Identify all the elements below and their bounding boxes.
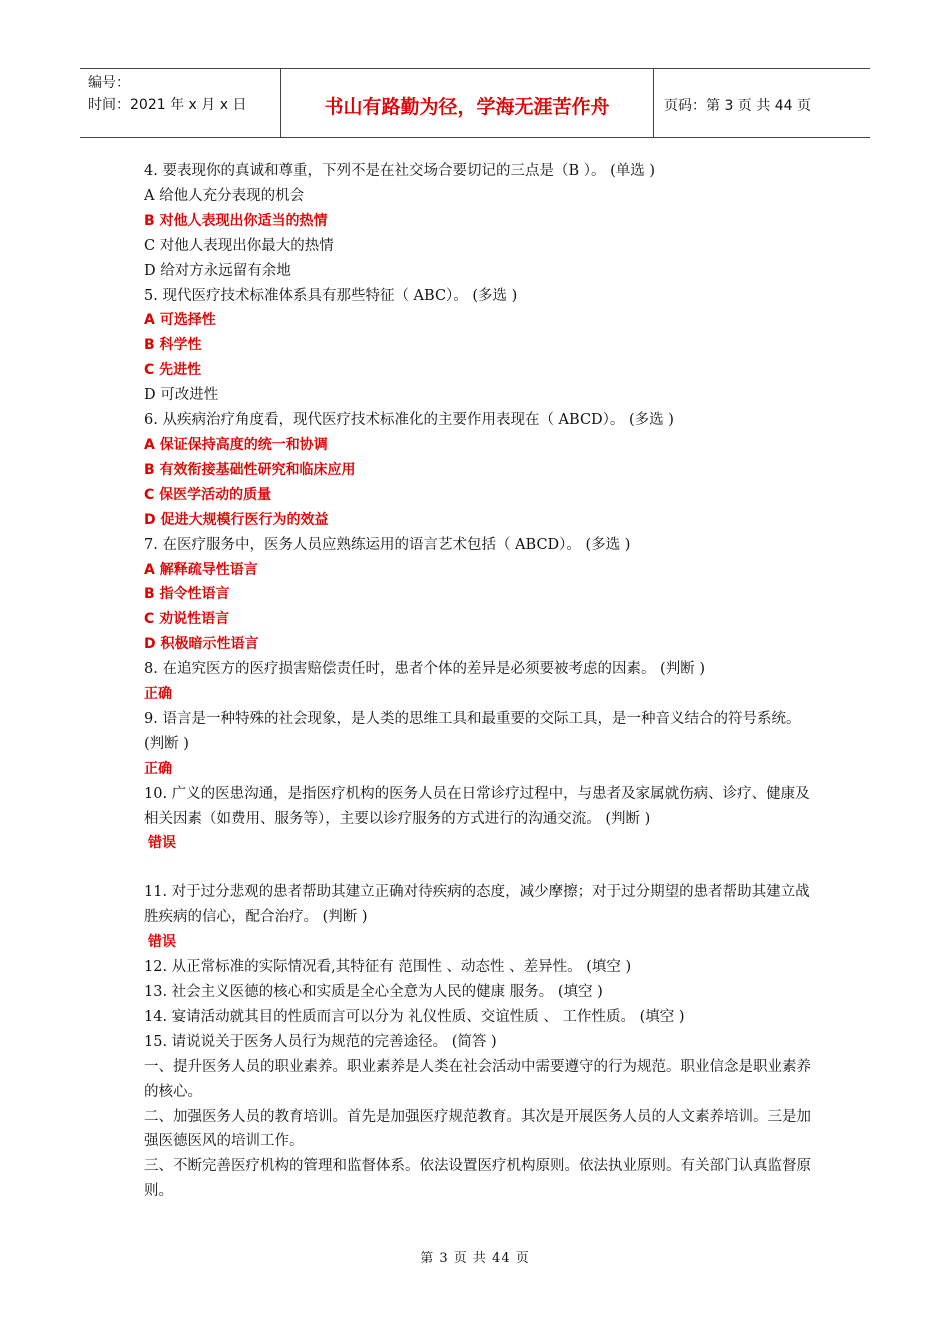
page-header (80, 68, 870, 138)
question-12: 12. 从正常标准的实际情况看,其特征有 范围性 、动态性 、差异性。 (填空 ) (144, 959, 632, 976)
option-c: C 对他人表现出你最大的热情 (144, 237, 334, 254)
answer-8: 正确 (144, 686, 172, 703)
answer-15-point-2: 二、加强医务人员的教育培训。首先是加强医疗规范教育。其次是开展医务人员的人文素养培训。三是加强医德医风的培训工作。 (144, 1108, 811, 1150)
question-6: 6. 从疾病治疗角度看，现代医疗技术标准化的主要作用表现在（ ABCD）。 (多选 ) (144, 412, 674, 429)
option-c-answer: C 先进性 (144, 362, 202, 379)
option-a-answer: A 保证保持高度的统一和协调 (144, 436, 328, 453)
option-d-answer: D 积极暗示性语言 (144, 636, 259, 653)
option-d: D 给对方永远留有余地 (144, 262, 291, 279)
page-footer: 第 3 页 共 44 页 (420, 1251, 530, 1266)
answer-11: 错误 (148, 934, 176, 951)
option-d: D 可改进性 (144, 387, 219, 404)
option-b-answer: B 指令性语言 (144, 586, 230, 603)
header-motto: 书山有路勤为径，学海无涯苦作舟 (281, 69, 654, 137)
answer-15-point-1: 一、提升医务人员的职业素养。职业素养是人类在社会活动中需要遵守的行为规范。职业信念是职业素养的核心。 (144, 1058, 811, 1100)
header-page-info: 页码：第 3 页 共 44 页 (664, 98, 811, 114)
header-meta (80, 69, 281, 137)
question-11: 11. 对于过分悲观的患者帮助其建立正确对待疾病的态度，减少摩擦；对于过分期望的患者帮助其建立战胜疾病的信心，配合治疗。 (判断 ) (144, 884, 810, 926)
option-c-answer: C 劝说性语言 (144, 611, 230, 628)
header-number-label: 编号： (88, 75, 130, 91)
question-7: 7. 在医疗服务中，医务人员应熟练运用的语言艺术包括（ ABCD）。 (多选 ) (144, 536, 631, 553)
option-a-answer: A 可选择性 (144, 312, 216, 329)
question-8: 8. 在追究医方的医疗损害赔偿责任时，患者个体的差异是必须要被考虑的因素。 (判断 ) (144, 661, 705, 678)
option-c-answer: C 保医学活动的质量 (144, 486, 272, 503)
option-b-answer: B 有效衔接基础性研究和临床应用 (144, 461, 356, 478)
answer-9: 正确 (144, 760, 172, 777)
header-date: 时间：2021 年 x 月 x 日 (88, 97, 247, 113)
option-a: A 给他人充分表现的机会 (144, 187, 305, 204)
answer-15-point-3: 三、不断完善医疗机构的管理和监督体系。依法设置医疗机构原则。依法执业原则。有关部门认真监督原则。 (144, 1158, 811, 1200)
question-4: 4. 要表现你的真诚和尊重，下列不是在社交场合要切记的三点是（B ）。 (单选 ) (144, 163, 655, 179)
option-d-answer: D 促进大规模行医行为的效益 (144, 511, 329, 528)
question-15: 15. 请说说关于医务人员行为规范的完善途径。 (简答 ) (144, 1033, 497, 1050)
question-13: 13. 社会主义医德的核心和实质是全心全意为人民的健康 服务。 (填空 ) (144, 984, 603, 1000)
option-a-answer: A 解释疏导性语言 (144, 561, 258, 578)
question-9: 9. 语言是一种特殊的社会现象，是人类的思维工具和最重要的交际工具，是一种音义结合的符号系统。 (判断 ) (144, 710, 801, 752)
answer-10: 错误 (148, 835, 176, 852)
question-14: 14. 宴请活动就其目的性质而言可以分为 礼仪性质、交谊性质 、 工作性质。 (填空 ) (144, 1008, 685, 1025)
option-b-answer: B 对他人表现出你适当的热情 (144, 212, 328, 229)
document-body (144, 159, 814, 1204)
spacer (144, 856, 814, 880)
option-b-answer: B 科学性 (144, 337, 202, 354)
question-5: 5. 现代医疗技术标准体系具有那些特征（ ABC）。 (多选 ) (144, 287, 518, 304)
question-10: 10. 广义的医患沟通，是指医疗机构的医务人员在日常诊疗过程中，与患者及家属就伤病、诊疗、健康及相关因素（如费用、服务等），主要以诊疗服务的方式进行的沟通交流。 (判断 ) (144, 785, 810, 827)
